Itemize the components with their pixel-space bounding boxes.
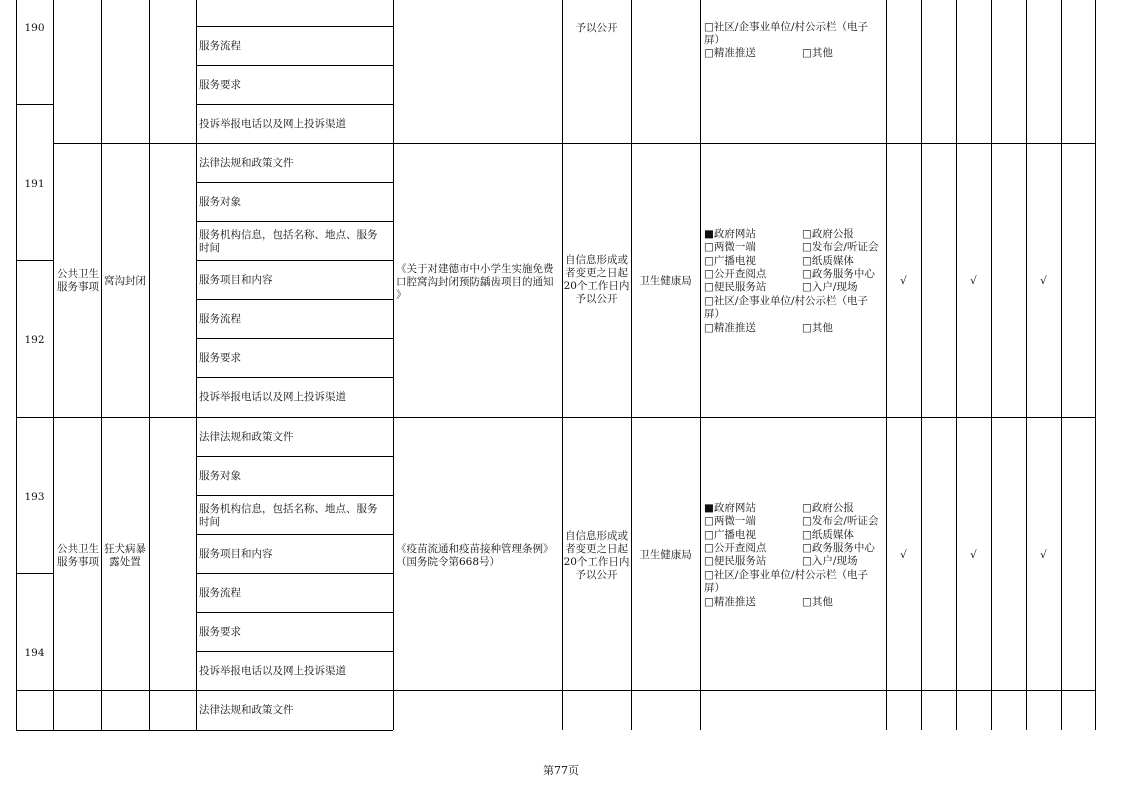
- channel-option: □入户/现场: [802, 555, 858, 567]
- basis-text: 口腔窝沟封闭预防龋齿项目的通知: [396, 276, 554, 288]
- basis-text: （国务院令第668号）: [396, 556, 501, 568]
- channel-option: □政府公报: [802, 502, 854, 514]
- timing-text: 予以公开: [575, 569, 618, 581]
- grid-line: [196, 534, 393, 535]
- category-cell: 服务事项: [57, 556, 99, 568]
- grid-line: [196, 104, 393, 105]
- timing-text: 20个工作日内: [563, 556, 630, 568]
- grid-line: [16, 0, 17, 730]
- grid-line: [196, 26, 393, 27]
- grid-line: [16, 417, 1095, 418]
- channel-option: □社区/企事业单位/村公示栏（电子: [704, 21, 868, 33]
- grid-line: [1095, 0, 1096, 730]
- timing-text: 者变更之日起: [565, 267, 628, 279]
- item-cell: 服务机构信息，包括名称、地点、服务: [199, 503, 378, 515]
- timing-text: 予以公开: [575, 293, 618, 305]
- grid-line: [562, 0, 563, 730]
- check-mark: √: [900, 549, 907, 561]
- category-cell: 公共卫生: [57, 543, 99, 555]
- item-cell: 服务对象: [199, 196, 241, 208]
- grid-line: [196, 0, 197, 730]
- item-cell: 服务流程: [199, 40, 241, 52]
- grid-line: [16, 573, 53, 574]
- check-mark: √: [1040, 275, 1047, 287]
- grid-line: [1026, 0, 1027, 730]
- grid-line: [921, 0, 922, 730]
- grid-line: [16, 730, 393, 731]
- item-cell: 服务流程: [199, 587, 241, 599]
- channel-option: □政务服务中心: [802, 268, 875, 280]
- item-cell: 服务要求: [199, 626, 241, 638]
- channel-option: 屏）: [704, 34, 725, 46]
- grid-line: [16, 260, 53, 261]
- channel-option: ■政府网站: [704, 502, 756, 514]
- channel-option: □精准推送: [704, 596, 756, 608]
- subject-cell: 卫生健康局: [639, 275, 692, 287]
- grid-line: [101, 0, 102, 730]
- item-cell: 时间: [199, 516, 220, 528]
- item-cell: 法律法规和政策文件: [199, 431, 294, 443]
- item-cell: 服务流程: [199, 313, 241, 325]
- matter-cell: 窝沟封闭: [104, 275, 146, 287]
- channel-option: □广播电视: [704, 529, 756, 541]
- check-mark: √: [1040, 549, 1047, 561]
- row-number: 191: [24, 178, 45, 190]
- page-number: 第77页: [543, 764, 579, 777]
- matter-cell: 露处置: [109, 556, 141, 568]
- grid-line: [196, 182, 393, 183]
- check-mark: √: [970, 275, 977, 287]
- channel-option: □精准推送: [704, 47, 756, 59]
- channel-option: □便民服务站: [704, 281, 767, 293]
- basis-text: 》: [396, 289, 407, 301]
- channel-option: □社区/企事业单位/村公示栏（电子: [704, 295, 868, 307]
- timing-text: 者变更之日起: [565, 543, 628, 555]
- grid-line: [196, 65, 393, 66]
- grid-line: [196, 221, 393, 222]
- channel-option: □发布会/听证会: [802, 241, 879, 253]
- item-cell: 服务对象: [199, 470, 241, 482]
- channel-option: □其他: [802, 322, 833, 334]
- check-mark: √: [970, 549, 977, 561]
- grid-line: [196, 377, 393, 378]
- channel-option: □纸质媒体: [802, 255, 854, 267]
- channel-option: □入户/现场: [802, 281, 858, 293]
- channel-option: □广播电视: [704, 255, 756, 267]
- channel-option: □纸质媒体: [802, 529, 854, 541]
- grid-line: [1061, 0, 1062, 730]
- matter-cell: 狂犬病暴: [104, 543, 146, 555]
- grid-line: [16, 104, 53, 105]
- timing-text: 自信息形成或: [565, 254, 628, 266]
- item-cell: 服务要求: [199, 352, 241, 364]
- item-cell: 服务项目和内容: [199, 548, 273, 560]
- channel-option: □发布会/听证会: [802, 515, 879, 527]
- category-cell: 公共卫生: [57, 268, 99, 280]
- grid-line: [196, 495, 393, 496]
- item-cell: 服务项目和内容: [199, 274, 273, 286]
- channel-option: ■政府网站: [704, 228, 756, 240]
- channel-option: □公开查阅点: [704, 268, 767, 280]
- item-cell: 时间: [199, 242, 220, 254]
- timing-text: 自信息形成或: [565, 530, 628, 542]
- grid-line: [196, 338, 393, 339]
- channel-option: □其他: [802, 47, 833, 59]
- channel-option: □便民服务站: [704, 555, 767, 567]
- grid-line: [886, 0, 887, 730]
- timing-text: 20个工作日内: [563, 280, 630, 292]
- row-number: 194: [24, 647, 45, 659]
- item-cell: 投诉举报电话以及网上投诉渠道: [199, 665, 346, 677]
- check-mark: √: [900, 275, 907, 287]
- item-cell: 法律法规和政策文件: [199, 157, 294, 169]
- channel-option: □政务服务中心: [802, 542, 875, 554]
- channel-option: □公开查阅点: [704, 542, 767, 554]
- item-cell: 投诉举报电话以及网上投诉渠道: [199, 391, 346, 403]
- channel-option: 屏）: [704, 582, 725, 594]
- grid-line: [393, 0, 394, 730]
- channel-option: 屏）: [704, 308, 725, 320]
- channel-option: □两微一端: [704, 515, 756, 527]
- subject-cell: 卫生健康局: [639, 549, 692, 561]
- grid-line: [700, 0, 701, 730]
- row-number: 192: [24, 334, 45, 346]
- grid-line: [196, 651, 393, 652]
- grid-line: [196, 612, 393, 613]
- grid-line: [956, 0, 957, 730]
- channel-option: □政府公报: [802, 228, 854, 240]
- grid-line: [16, 690, 1095, 691]
- row-number: 193: [24, 491, 45, 503]
- grid-line: [53, 143, 1095, 144]
- channel-option: □其他: [802, 596, 833, 608]
- timing-text: 予以公开: [575, 22, 618, 34]
- item-cell: 投诉举报电话以及网上投诉渠道: [199, 118, 346, 130]
- grid-line: [991, 0, 992, 730]
- basis-text: 《疫苗流通和疫苗接种管理条例》: [396, 543, 554, 555]
- basis-text: 《关于对建德市中小学生实施免费: [396, 263, 554, 275]
- grid-line: [196, 573, 393, 574]
- grid-line: [196, 260, 393, 261]
- category-cell: 服务事项: [57, 281, 99, 293]
- channel-option: □社区/企事业单位/村公示栏（电子: [704, 569, 868, 581]
- channel-option: □精准推送: [704, 322, 756, 334]
- grid-line: [631, 0, 632, 730]
- grid-line: [149, 0, 150, 730]
- channel-option: □两微一端: [704, 241, 756, 253]
- grid-line: [196, 299, 393, 300]
- item-cell: 服务要求: [199, 79, 241, 91]
- grid-line: [53, 0, 54, 730]
- grid-line: [196, 456, 393, 457]
- item-cell: 服务机构信息，包括名称、地点、服务: [199, 229, 378, 241]
- item-cell: 法律法规和政策文件: [199, 704, 294, 716]
- row-number: 190: [24, 22, 45, 34]
